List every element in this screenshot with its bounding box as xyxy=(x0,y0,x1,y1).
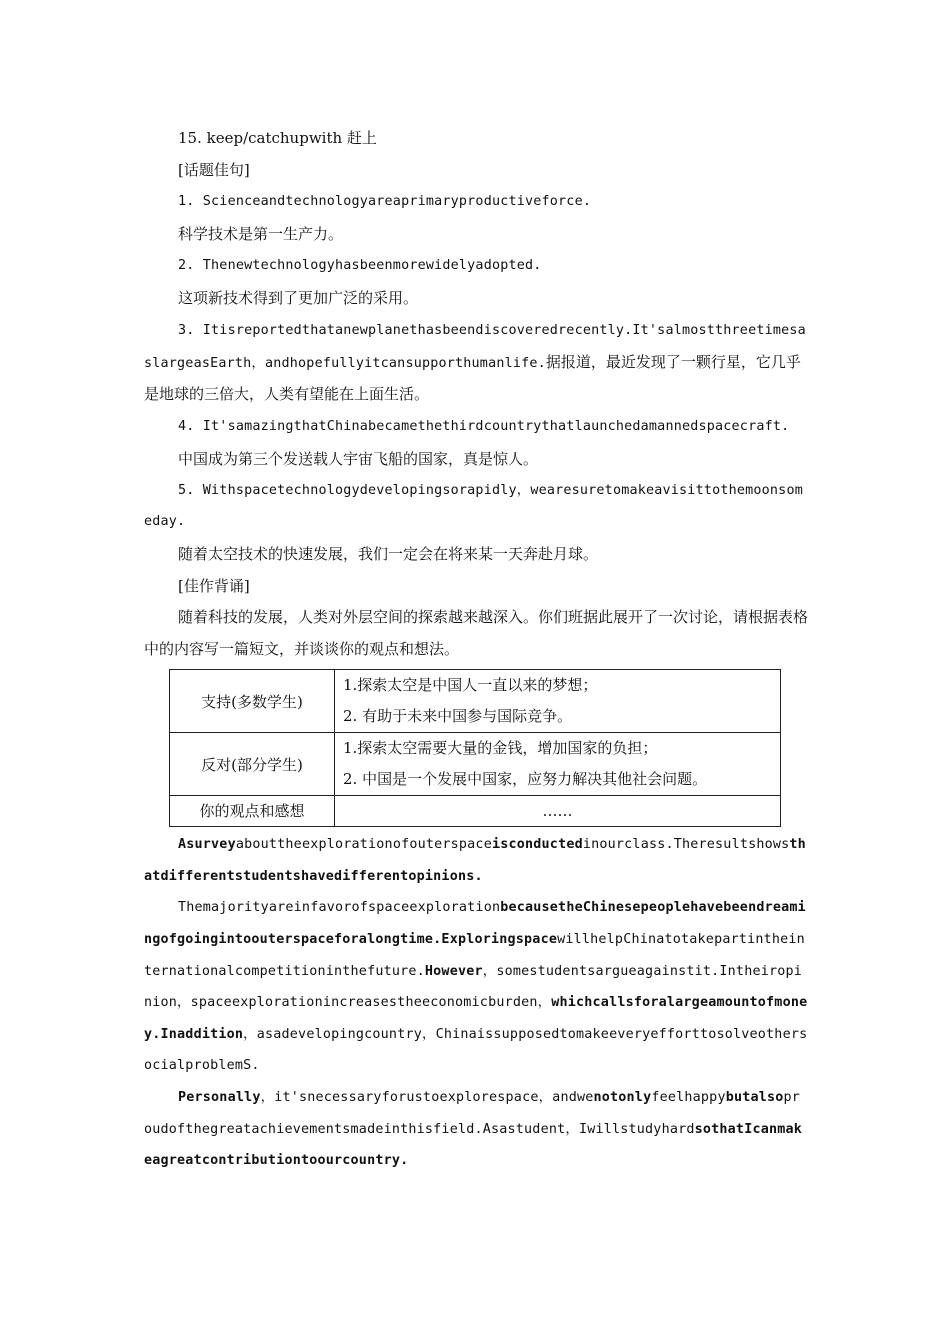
opinion-value: …… xyxy=(335,796,781,827)
table-row xyxy=(170,733,781,796)
essay-seg: sothatIcanmakeagreatcontributiontoourcountry. xyxy=(144,1121,803,1169)
sentence-5-en: 5. Withspacetechnologydevelopingsorapidly，wearesuretomakeavisittothemoonsomeday. xyxy=(144,482,803,530)
essay-seg: thatdifferentstudentshavedifferentopinions. xyxy=(144,837,806,884)
oppose-point-2: 2. 中国是一个发展中国家，应努力解决其他社会问题。 xyxy=(343,770,708,789)
oppose-point-1: 1.探索太空需要大量的金钱，增加国家的负担； xyxy=(343,739,658,758)
writing-prompt: 随着科技的发展，人类对外层空间的探索越来越深入。你们班据此展开了一次讨论，请根据表格中的内容写一篇短文，并谈谈你的观点和想法。 xyxy=(144,607,809,658)
model-essay-heading: [佳作背诵] xyxy=(178,576,250,595)
essay-seg: willhelpChinatotakepartintheinternationalcompetitioninthefuture. xyxy=(144,931,805,979)
sentence-1-zh: 科学技术是第一生产力。 xyxy=(178,225,344,243)
essay-seg: ，it'snecessaryforustoexplorespace，andwe xyxy=(260,1089,594,1105)
essay-seg: inourclass.Theresultshows xyxy=(582,837,790,853)
essay-seg: Themajorityareinfavorofspaceexploration xyxy=(178,900,501,916)
essay-seg: butalso xyxy=(725,1089,784,1105)
document-page xyxy=(144,122,808,1177)
topic-sentences-heading: [话题佳句] xyxy=(178,161,250,179)
sentence-5-zh: 随着太空技术的快速发展，我们一定会在将来某一天奔赴月球。 xyxy=(178,544,599,563)
sentence-3-zh: 据报道，最近发现了一颗行星，它几乎是地球的三倍大，人类有望能在上面生活。 xyxy=(144,352,801,404)
sentence-2-en: 2. Thenewtechnologyhasbeenmorewidelyadopted. xyxy=(178,258,542,273)
sentence-2-zh: 这项新技术得到了更加广泛的采用。 xyxy=(178,289,419,307)
essay-seg: Asurvey xyxy=(178,837,236,853)
support-points xyxy=(335,670,781,733)
support-point-2: 2. 有助于未来中国参与国际竞争。 xyxy=(343,707,573,726)
oppose-label: 反对(部分学生) xyxy=(170,733,335,796)
essay-paragraph-2 xyxy=(144,892,808,1082)
essay-seg: whichcallsforalargeamountofmoney.Inaddition xyxy=(144,995,808,1042)
essay-paragraph-3 xyxy=(144,1082,808,1177)
support-label: 支持(多数学生) xyxy=(170,670,335,733)
essay-paragraph-1 xyxy=(144,829,808,892)
essay-seg: isconducted xyxy=(491,837,583,853)
essay-seg: becausetheChinesepeoplehavebeendreamingofgoingintoouterspaceforalongtime.Exploringspace xyxy=(144,900,806,947)
essay-seg: However xyxy=(424,963,483,979)
sentence-4-zh: 中国成为第三个发送载人宇宙飞船的国家，真是惊人。 xyxy=(178,449,539,468)
essay-seg: ，asadevelopingcountry，ChinaissupposedtomakeeveryefforttosolveothersocialproblemS. xyxy=(144,1026,808,1074)
sentence-4-en: 4. It'samazingthatChinabecamethethirdcountrythatlaunchedamannedspacecraft. xyxy=(178,418,790,434)
essay-seg: ，somestudentsargueagainstit.Intheiropinion，spaceexplorationincreasestheeconomicburden， xyxy=(144,963,803,1011)
essay-seg: Personally xyxy=(178,1089,261,1105)
opinion-table xyxy=(169,669,781,827)
opinion-label: 你的观点和感想 xyxy=(170,796,335,827)
essay-seg: notonly xyxy=(593,1089,652,1105)
essay-seg: proudofthegreatachievementsmadeinthisfield.Asastudent，Iwillstudyhard xyxy=(144,1089,801,1137)
vocab-item-15: 15. keep/catchupwith 赶上 xyxy=(178,129,377,147)
oppose-points xyxy=(335,733,781,796)
sentence-3 xyxy=(144,314,808,411)
support-point-1: 1.探索太空是中国人一直以来的梦想； xyxy=(343,676,598,695)
sentence-3-en: 3. Itisreportedthatanewplanethasbeendiscoveredrecently.It'salmostthreetimesaslargeasEarth，andhopefullyitcansupporthumanlife. xyxy=(144,323,806,371)
sentence-1-en: 1. Scienceandtechnologyareaprimaryproductiveforce. xyxy=(178,194,592,209)
essay-seg: abouttheexplorationofouterspace xyxy=(235,837,492,853)
essay-seg: feelhappy xyxy=(651,1089,726,1105)
table-row xyxy=(170,796,781,827)
table-row xyxy=(170,670,781,733)
